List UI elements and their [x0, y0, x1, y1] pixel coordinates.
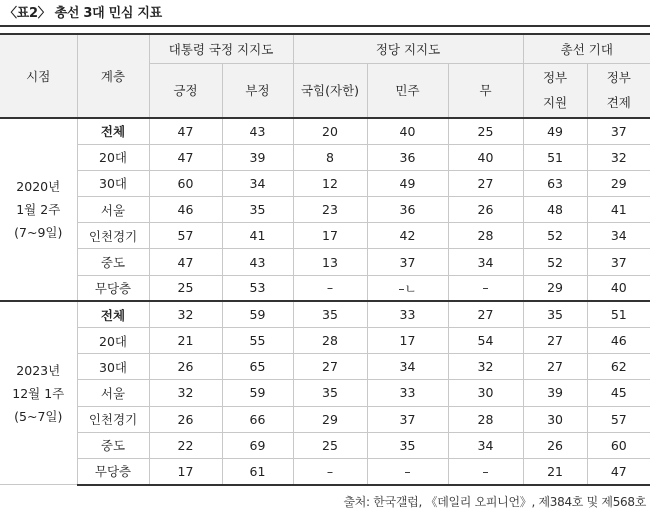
value-cell: 17	[293, 223, 367, 249]
group-cell: 인천경기	[77, 406, 149, 432]
value-cell: 66	[222, 406, 293, 432]
value-cell: –ㄴ	[367, 275, 448, 301]
value-cell: 17	[367, 328, 448, 354]
value-cell: 35	[523, 301, 587, 327]
group-cell: 무당층	[77, 458, 149, 484]
value-cell: 51	[523, 144, 587, 170]
header-check-gov-line1: 정부	[606, 70, 631, 86]
period-line: (5~7일)	[14, 408, 63, 424]
group-cell: 전체	[77, 118, 149, 144]
period-line: 2023년	[16, 362, 61, 378]
header-check-gov	[587, 63, 650, 118]
value-cell: –	[448, 458, 523, 484]
value-cell: 30	[448, 380, 523, 406]
table-row	[0, 328, 650, 354]
value-cell: 47	[587, 458, 650, 484]
value-cell: 34	[587, 223, 650, 249]
group-cell: 중도	[77, 432, 149, 458]
value-cell: 60	[149, 170, 222, 196]
group-cell: 중도	[77, 249, 149, 275]
period-cell	[0, 301, 77, 484]
period-line: 12월 1주	[12, 385, 65, 401]
value-cell: 27	[293, 354, 367, 380]
value-cell: 28	[448, 406, 523, 432]
header-row-top	[0, 34, 650, 63]
value-cell: 28	[448, 223, 523, 249]
value-cell: 26	[448, 197, 523, 223]
value-cell: 37	[367, 249, 448, 275]
value-cell: 34	[222, 170, 293, 196]
value-cell: 52	[523, 249, 587, 275]
value-cell: 32	[149, 301, 222, 327]
value-cell: 69	[222, 432, 293, 458]
value-cell: 35	[293, 301, 367, 327]
value-cell: 63	[523, 170, 587, 196]
header-support-gov-line2: 지원	[542, 95, 568, 111]
header-period: 시점	[0, 34, 77, 118]
header-party-democratic: 민주	[367, 63, 448, 118]
table-row	[0, 432, 650, 458]
value-cell: 65	[222, 354, 293, 380]
value-cell: 54	[448, 328, 523, 354]
value-cell: 8	[293, 144, 367, 170]
group-cell: 전체	[77, 301, 149, 327]
value-cell: 36	[367, 197, 448, 223]
group-cell: 30대	[77, 170, 149, 196]
header-approve-positive: 긍정	[149, 63, 222, 118]
value-cell: 32	[587, 144, 650, 170]
poll-table	[0, 33, 650, 486]
value-cell: 27	[448, 301, 523, 327]
value-cell: 35	[222, 197, 293, 223]
value-cell: 25	[293, 432, 367, 458]
value-cell: 29	[293, 406, 367, 432]
value-cell: 62	[587, 354, 650, 380]
value-cell: 34	[448, 432, 523, 458]
table-row	[0, 197, 650, 223]
value-cell: 39	[222, 144, 293, 170]
value-cell: 61	[222, 458, 293, 484]
header-support-gov-line1: 정부	[542, 70, 568, 86]
value-cell: 34	[367, 354, 448, 380]
table-row	[0, 223, 650, 249]
value-cell: 20	[293, 118, 367, 144]
value-cell: 28	[293, 328, 367, 354]
value-cell: 42	[367, 223, 448, 249]
value-cell: 52	[523, 223, 587, 249]
table-row	[0, 301, 650, 327]
value-cell: 26	[149, 354, 222, 380]
value-cell: 26	[149, 406, 222, 432]
value-cell: 51	[587, 301, 650, 327]
value-cell: 46	[587, 328, 650, 354]
value-cell: –	[367, 458, 448, 484]
value-cell: 17	[149, 458, 222, 484]
table-body	[0, 118, 650, 485]
period-line: (7~9일)	[14, 225, 63, 241]
value-cell: 27	[523, 328, 587, 354]
header-party: 정당 지지도	[293, 34, 523, 63]
group-cell: 무당층	[77, 275, 149, 301]
value-cell: 59	[222, 301, 293, 327]
table-row	[0, 249, 650, 275]
value-cell: 57	[149, 223, 222, 249]
table-row	[0, 354, 650, 380]
value-cell: 49	[367, 170, 448, 196]
period-line: 1월 2주	[16, 202, 61, 218]
value-cell: 34	[448, 249, 523, 275]
value-cell: 30	[523, 406, 587, 432]
header-check-gov-line2: 견제	[606, 95, 631, 111]
value-cell: –	[293, 458, 367, 484]
table-row	[0, 144, 650, 170]
value-cell: 27	[448, 170, 523, 196]
value-cell: 36	[367, 144, 448, 170]
group-cell: 서울	[77, 197, 149, 223]
value-cell: 55	[222, 328, 293, 354]
table-title: 〈표2〉 총선 3대 민심 지표	[0, 0, 650, 27]
value-cell: 32	[149, 380, 222, 406]
value-cell: 23	[293, 197, 367, 223]
value-cell: –	[293, 275, 367, 301]
value-cell: 37	[587, 249, 650, 275]
header-party-ppp: 국힘(자한)	[293, 63, 367, 118]
table-row	[0, 406, 650, 432]
group-cell: 인천경기	[77, 223, 149, 249]
value-cell: –	[448, 275, 523, 301]
value-cell: 25	[149, 275, 222, 301]
table-row	[0, 118, 650, 144]
header-approve-negative: 부정	[222, 63, 293, 118]
value-cell: 41	[222, 223, 293, 249]
value-cell: 47	[149, 249, 222, 275]
table-row	[0, 458, 650, 484]
value-cell: 33	[367, 301, 448, 327]
header-approval: 대통령 국정 지지도	[149, 34, 293, 63]
value-cell: 26	[523, 432, 587, 458]
value-cell: 25	[448, 118, 523, 144]
table-row	[0, 380, 650, 406]
value-cell: 21	[523, 458, 587, 484]
value-cell: 41	[587, 197, 650, 223]
value-cell: 35	[367, 432, 448, 458]
value-cell: 13	[293, 249, 367, 275]
value-cell: 59	[222, 380, 293, 406]
value-cell: 46	[149, 197, 222, 223]
period-cell	[0, 118, 77, 301]
value-cell: 45	[587, 380, 650, 406]
value-cell: 29	[523, 275, 587, 301]
table-row	[0, 170, 650, 196]
value-cell: 57	[587, 406, 650, 432]
value-cell: 37	[367, 406, 448, 432]
value-cell: 37	[587, 118, 650, 144]
value-cell: 12	[293, 170, 367, 196]
group-cell: 서울	[77, 380, 149, 406]
header-party-none: 무	[448, 63, 523, 118]
value-cell: 39	[523, 380, 587, 406]
header-election: 총선 기대	[523, 34, 650, 63]
value-cell: 21	[149, 328, 222, 354]
value-cell: 32	[448, 354, 523, 380]
value-cell: 27	[523, 354, 587, 380]
value-cell: 47	[149, 118, 222, 144]
value-cell: 40	[367, 118, 448, 144]
value-cell: 53	[222, 275, 293, 301]
value-cell: 48	[523, 197, 587, 223]
value-cell: 22	[149, 432, 222, 458]
group-cell: 20대	[77, 144, 149, 170]
value-cell: 60	[587, 432, 650, 458]
value-cell: 49	[523, 118, 587, 144]
value-cell: 40	[587, 275, 650, 301]
header-group: 계층	[77, 34, 149, 118]
source-note: 출처: 한국갤럽, 《데일리 오피니언》, 제384호 및 제568호	[343, 495, 646, 509]
header-support-gov	[523, 63, 587, 118]
table-row	[0, 275, 650, 301]
period-line: 2020년	[16, 179, 61, 195]
group-cell: 30대	[77, 354, 149, 380]
group-cell: 20대	[77, 328, 149, 354]
value-cell: 43	[222, 118, 293, 144]
value-cell: 43	[222, 249, 293, 275]
value-cell: 40	[448, 144, 523, 170]
value-cell: 29	[587, 170, 650, 196]
value-cell: 35	[293, 380, 367, 406]
value-cell: 33	[367, 380, 448, 406]
value-cell: 47	[149, 144, 222, 170]
